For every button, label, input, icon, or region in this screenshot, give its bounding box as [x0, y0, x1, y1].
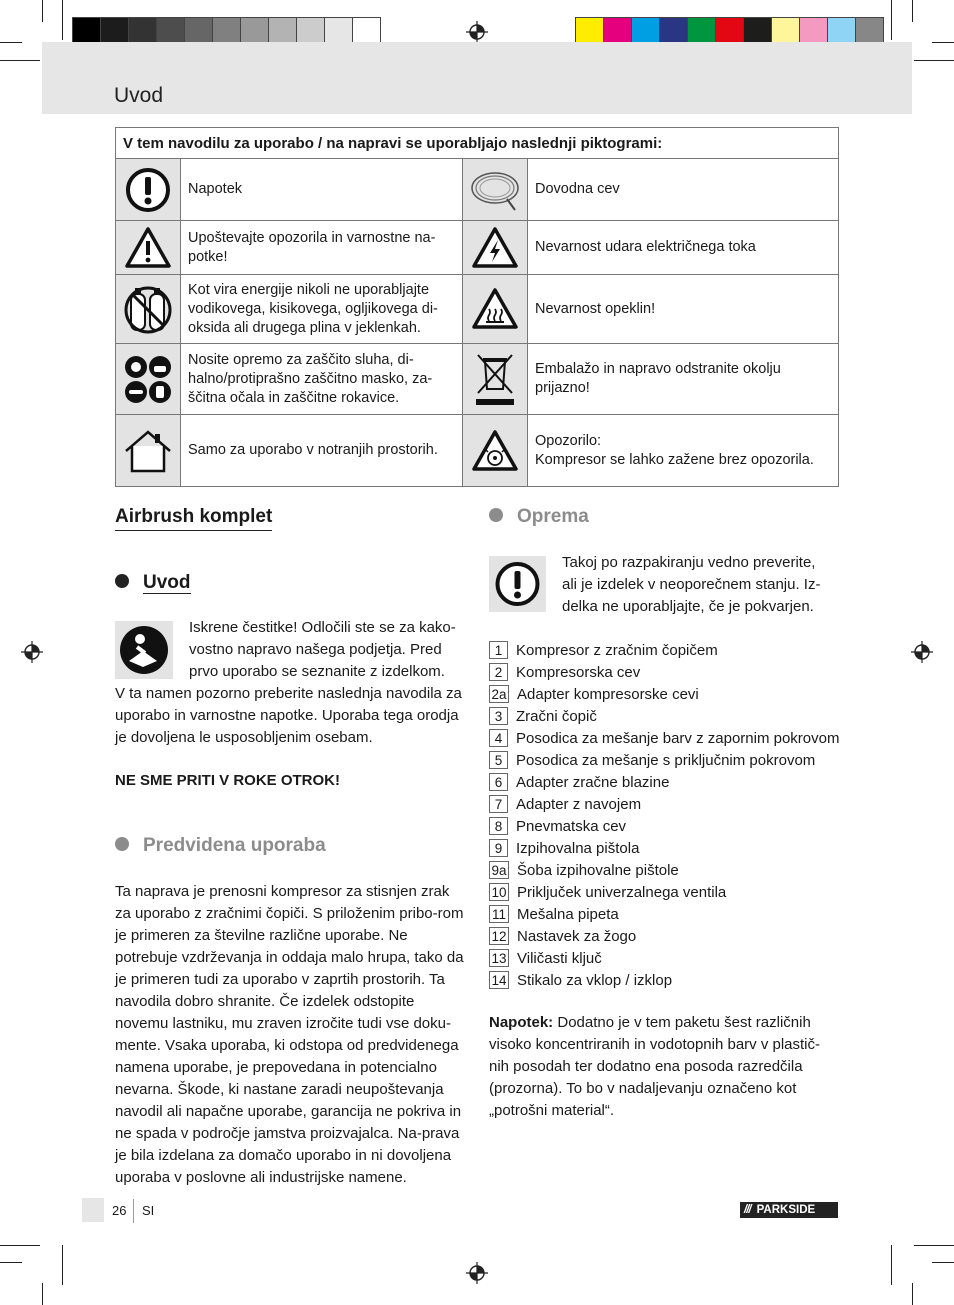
parkside-logo: /// PARKSIDE — [740, 1202, 838, 1218]
part-number: 8 — [489, 817, 508, 835]
parts-list-item — [489, 969, 839, 991]
part-label: Nastavek za žogo — [517, 927, 637, 945]
registration-mark-icon — [466, 1262, 488, 1284]
page-title: Uvod — [114, 84, 164, 107]
parts-list-item — [489, 815, 839, 837]
part-number: 2a — [489, 685, 509, 703]
crop-mark — [914, 1245, 954, 1246]
parts-list-item — [489, 881, 839, 903]
part-number: 7 — [489, 795, 508, 813]
section-heading-airbrush: Airbrush komplet — [115, 506, 272, 531]
pictogram-label: Samo za uporabo v notranjih prostorih. — [181, 415, 463, 487]
part-number: 4 — [489, 729, 508, 747]
part-number: 3 — [489, 707, 508, 725]
house-icon — [122, 427, 174, 475]
read-manual-box — [115, 621, 173, 679]
crop-mark — [914, 60, 954, 61]
pictogram-label: Opozorilo: Kompresor se lahko zažene brez opozorila. — [528, 415, 839, 487]
note-icon-box — [489, 556, 546, 612]
crossed-bin-icon — [472, 349, 518, 409]
crop-mark — [932, 42, 954, 43]
part-number: 9a — [489, 861, 509, 879]
intended-use-text: Ta naprava je prenosni kompresor za stisnjen zrak za uporabo z zračnimi čopiči. S priloženim pribo-rom je primeren za številne različne uporabe. Ne potrebuje vzdrževanja in oddaja malo hrupa, tako da je primeren tudi za uporabo v zaprtih prostorih. Ta navodila dobro shranite. Če izdelek odstopite novemu lastniku, mu zraven izročite tudi vse doku-mente. Vsaka uporaba, ki odstopa od predvidenega namena uporabe, je prepovedana in potencialno nevarna. Škode, ki nastane zaradi neupoštevanja navodil ali napačne uporabe, garancija ne pokriva in ne spada v področje jamstva proizvajalca. Na-prava je bila izdelana za domačo uporabo in ni dovoljena uporaba v poslovne ali industrijske namene. — [115, 883, 464, 1186]
pictogram-label: Embalažo in napravo odstranite okolju prijazno! — [528, 344, 839, 415]
section-heading-predvidena-uporaba: Predvidena uporaba — [115, 835, 326, 857]
part-number: 10 — [489, 883, 509, 901]
parts-list-item — [489, 727, 839, 749]
part-label: Izpihovalna pištola — [516, 839, 640, 857]
part-label: Zračni čopič — [516, 707, 597, 725]
language-code: SI — [142, 1203, 155, 1218]
part-label: Adapter kompresorske cevi — [517, 685, 699, 703]
note-paragraph — [489, 1012, 839, 1122]
parts-list-item — [489, 837, 839, 859]
pictogram-label: Dovodna cev — [528, 159, 839, 221]
parts-list-item — [489, 661, 839, 683]
pictogram-label: Napotek — [181, 159, 463, 221]
header-band — [42, 42, 912, 114]
note-label: Napotek: — [489, 1014, 554, 1031]
bullet-dot — [115, 837, 129, 851]
crop-mark — [912, 1283, 913, 1305]
uvod-body-text: V ta namen pozorno preberite naslednja navodila za uporabo in varnostne napotke. Uporaba tega orodja je dovoljena le usposobljenim osebam. — [115, 685, 462, 746]
uvod-intro-text: Iskrene čestitke! Odločili ste se za kako-vostno napravo našega podjetja. Pred prvo uporabo se seznanite z izdelkom. — [189, 619, 456, 680]
part-label: Viličasti ključ — [517, 949, 602, 967]
hot-surface-icon — [471, 287, 519, 331]
parts-list — [489, 639, 839, 991]
crop-mark — [912, 0, 913, 22]
crop-mark — [62, 0, 63, 40]
part-number: 6 — [489, 773, 508, 791]
parts-list-item — [489, 793, 839, 815]
bullet-dot — [489, 508, 503, 522]
part-number: 5 — [489, 751, 508, 769]
read-manual-icon — [115, 621, 173, 679]
warning-triangle-icon — [124, 226, 172, 270]
crop-mark — [891, 0, 892, 40]
crop-mark — [0, 1262, 22, 1263]
part-label: Kompresor z zračnim čopičem — [516, 641, 718, 659]
crop-mark — [42, 1283, 43, 1305]
part-number: 2 — [489, 663, 508, 681]
exclamation-icon — [489, 556, 546, 612]
hose-icon — [467, 166, 523, 214]
pictogram-label: Nevarnost opeklin! — [528, 275, 839, 344]
exclamation-icon — [125, 167, 171, 213]
crop-mark — [0, 1245, 40, 1246]
parts-list-item — [489, 925, 839, 947]
part-label: Šoba izpihovalne pištole — [517, 861, 679, 879]
pictogram-label: Nosite opremo za zaščito sluha, di-halno/protiprašno zaščitno masko, za-ščitna očala in zaščitne rokavice. — [181, 344, 463, 415]
part-label: Stikalo za vklop / izklop — [517, 971, 673, 989]
crop-mark — [62, 1245, 63, 1285]
check-note-text: Takoj po razpakiranju vedno preverite, ali je izdelek v neoporečnem stanju. Iz-delka ne uporabljajte, če je pokvarjen. — [562, 554, 821, 615]
part-label: Kompresorska cev — [516, 663, 641, 681]
crop-mark — [932, 1262, 954, 1263]
part-label: Mešalna pipeta — [517, 905, 619, 923]
pictogram-table-heading: V tem navodilu za uporabo / na napravi se uporabljajo naslednji piktogrami: — [116, 128, 839, 159]
crop-mark — [42, 0, 43, 22]
parts-list-item — [489, 903, 839, 925]
section-heading-oprema: Oprema — [489, 506, 589, 528]
pictogram-label: Nevarnost udara električnega toka — [528, 221, 839, 275]
parts-list-item — [489, 947, 839, 969]
registration-mark-icon — [466, 21, 488, 43]
pictogram-label: Kot vira energije nikoli ne uporabljajte vodikovega, kisikovega, ogljikovega di-oksida ali drugega plina v jeklenkah. — [181, 275, 463, 344]
registration-mark-icon — [911, 641, 933, 663]
part-number: 11 — [489, 905, 509, 923]
crop-mark — [891, 1245, 892, 1285]
footer-box — [82, 1198, 104, 1222]
parts-list-item — [489, 859, 839, 881]
note-text: Dodatno je v tem paketu šest različnih visoko koncentriranih in vodotopnih barv v plastič-nih posodah ter dodatno ena posoda razredčila (prozorna). To bo v nadaljevanju označeno kot „potrošni material“. — [489, 1014, 821, 1119]
part-number: 14 — [489, 971, 509, 989]
part-label: Priključek univerzalnega ventila — [517, 883, 727, 901]
page-number: 26 — [112, 1203, 127, 1218]
part-number: 9 — [489, 839, 508, 857]
parts-list-item — [489, 705, 839, 727]
electric-shock-icon — [471, 226, 519, 270]
part-label: Pnevmatska cev — [516, 817, 627, 835]
protective-equipment-icon — [122, 352, 174, 406]
pictogram-label: Upoštevajte opozorila in varnostne na-potke! — [181, 221, 463, 275]
registration-mark-icon — [21, 641, 43, 663]
children-warning: NE SME PRITI V ROKE OTROK! — [115, 772, 341, 789]
parts-list-item — [489, 771, 839, 793]
parts-list-item — [489, 683, 839, 705]
parts-list-item — [489, 639, 839, 661]
footer-divider — [133, 1199, 134, 1223]
crop-mark — [0, 42, 22, 43]
pictogram-table — [115, 127, 839, 487]
part-label: Posodica za mešanje s priključnim pokrovom — [516, 751, 816, 769]
parts-list-item — [489, 749, 839, 771]
part-label: Posodica za mešanje barv z zapornim pokrovom — [516, 729, 840, 747]
auto-start-warning-icon — [471, 429, 519, 473]
part-number: 1 — [489, 641, 508, 659]
part-number: 12 — [489, 927, 509, 945]
gas-cylinders-prohibited-icon — [122, 282, 174, 336]
part-number: 13 — [489, 949, 509, 967]
crop-mark — [0, 60, 40, 61]
bullet-dot — [115, 574, 129, 588]
part-label: Adapter z navojem — [516, 795, 642, 813]
section-heading-uvod: Uvod — [115, 572, 191, 594]
part-label: Adapter zračne blazine — [516, 773, 670, 791]
